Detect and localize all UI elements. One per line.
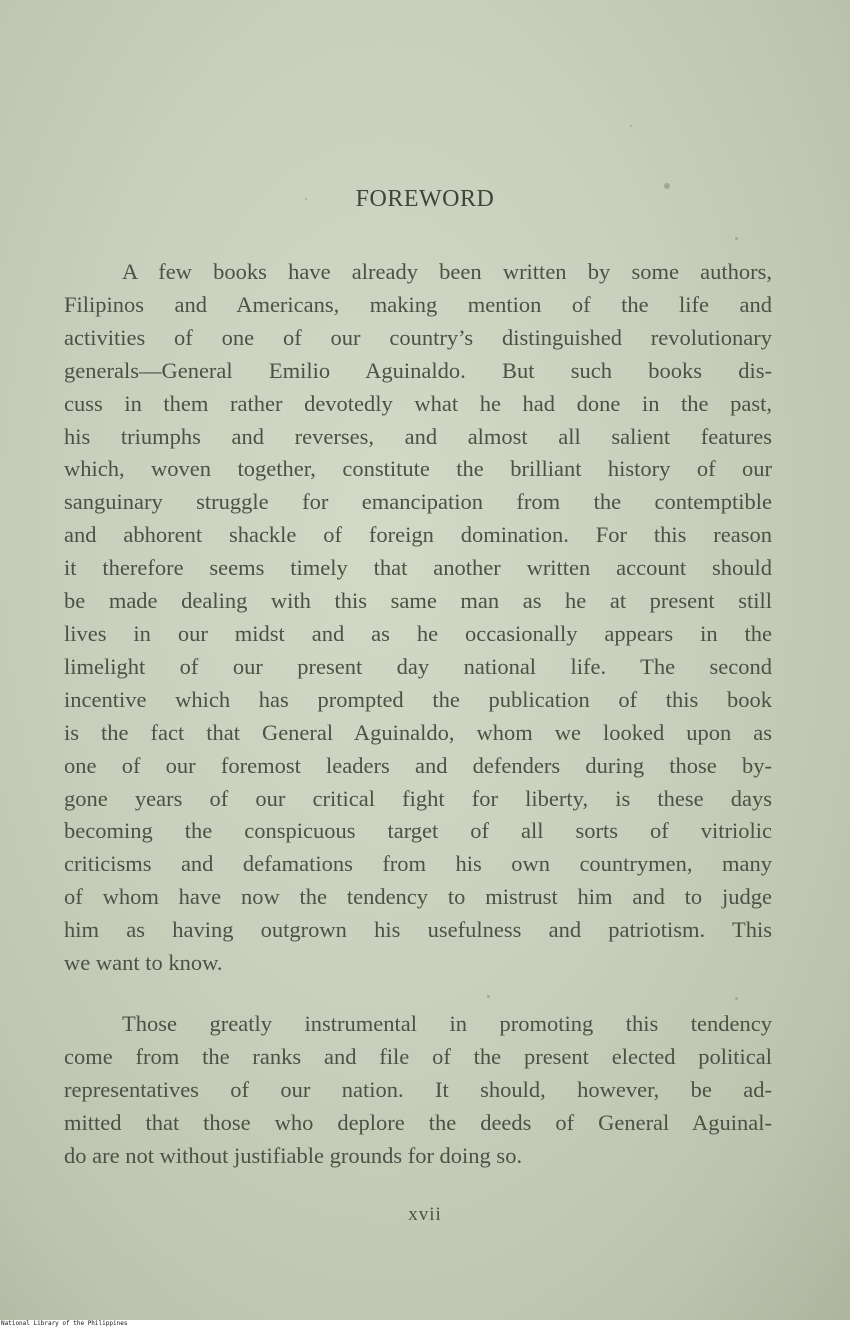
text-line: of whom have now the tendency to mistrust him and to judge xyxy=(64,884,772,910)
text-line: criticisms and defamations from his own countrymen, many xyxy=(64,851,772,877)
text-line: be made dealing with this same man as he at present still xyxy=(64,588,772,614)
text-line: Those greatly instrumental in promoting this tendency xyxy=(122,1011,772,1036)
text-line: his triumphs and reverses, and almost all salient features xyxy=(64,423,772,449)
text-line: we want to know. xyxy=(64,950,223,976)
paper-speck xyxy=(487,995,490,998)
page-title: FOREWORD xyxy=(355,186,495,212)
text-line: mitted that those who deplore the deeds of General Aguinal- xyxy=(64,1109,772,1135)
text-line: him as having outgrown his usefulness and patriotism. This xyxy=(64,917,772,943)
text-line: lives in our midst and as he occasionally appears in the xyxy=(64,620,772,646)
text-line: sanguinary struggle for emancipation from the contemptible xyxy=(64,489,772,515)
text-line: becoming the conspicuous target of all sorts of vitriolic xyxy=(64,818,772,844)
paragraph-1 xyxy=(64,256,772,980)
text-line: gone years of our critical fight for liberty, is these days xyxy=(64,785,772,811)
text-line: incentive which has prompted the publication of this book xyxy=(64,686,772,712)
text-line: do are not without justifiable grounds for doing so. xyxy=(64,1142,523,1168)
text-line: A few books have already been written by some authors, xyxy=(122,259,772,284)
text-line: representatives of our nation. It should, however, be ad- xyxy=(64,1076,772,1102)
text-line: is the fact that General Aguinaldo, whom we looked upon as xyxy=(64,719,772,745)
text-line: come from the ranks and file of the present elected political xyxy=(64,1043,772,1069)
paper-speck xyxy=(630,125,632,127)
page-number: xvii xyxy=(408,1204,442,1225)
text-line: generals—General Emilio Aguinaldo. But such books dis- xyxy=(64,357,772,383)
paper-speck xyxy=(735,997,738,1000)
text-line: which, woven together, constitute the brilliant history of our xyxy=(64,456,772,482)
text-line: it therefore seems timely that another written account should xyxy=(64,555,772,581)
text-line: cuss in them rather devotedly what he had done in the past, xyxy=(64,390,772,416)
paper-speck xyxy=(735,237,738,240)
footer-credit: National Library of the Philippines xyxy=(1,1320,128,1327)
paragraph-2 xyxy=(64,1008,772,1173)
text-line: Filipinos and Americans, making mention of the life and xyxy=(64,291,772,317)
text-line: and abhorent shackle of foreign domination. For this reason xyxy=(64,522,772,548)
text-line: limelight of our present day national life. The second xyxy=(64,653,772,679)
text-line: activities of one of our country’s distinguished revolutionary xyxy=(64,324,772,350)
text-line: one of our foremost leaders and defenders during those by- xyxy=(64,752,772,778)
